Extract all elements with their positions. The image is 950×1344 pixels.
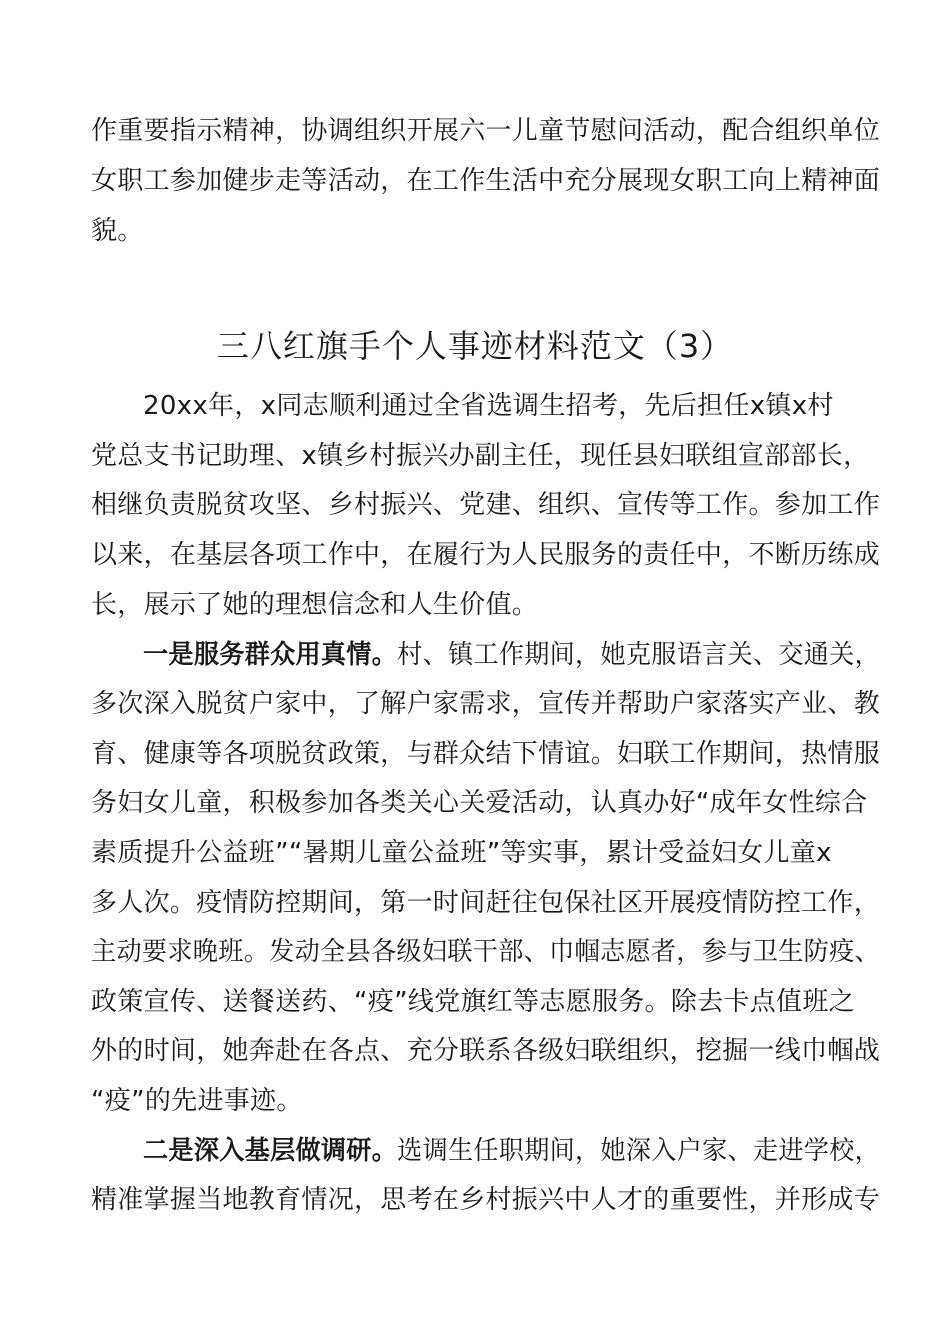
body-text-line: 多次深入脱贫户家中，了解户家需求，宣传并帮助户家落实产业、教 xyxy=(91,689,881,719)
body-text-line: 长，展示了她的理想信念和人生价值。 xyxy=(91,590,539,620)
point-heading: 二是深入基层做调研。 xyxy=(143,1136,398,1166)
paragraph-first-line xyxy=(143,640,880,670)
body-text-line: 作重要指示精神，协调组织开展六一儿童节慰问活动，配合组织单位 xyxy=(91,116,881,146)
body-text-line: 相继负责脱贫攻坚、乡村振兴、党建、组织、宣传等工作。参加工作 xyxy=(91,490,881,520)
section-title: 三八红旗手个人事迹材料范文（3） xyxy=(216,327,734,365)
body-text-line: 以来，在基层各项工作中，在履行为人民服务的责任中，不断历练成 xyxy=(91,540,881,570)
body-text-line: 务妇女儿童，积极参加各类关心关爱活动，认真办好“成年女性综合 xyxy=(91,788,868,818)
body-text-line: 女职工参加健步走等活动，在工作生活中充分展现女职工向上精神面 xyxy=(91,166,881,196)
body-text-line: 貌。 xyxy=(91,216,144,246)
body-text-line: 素质提升公益班”“暑期儿童公益班”等实事，累计受益妇女儿童x xyxy=(91,838,832,868)
paragraph-first-line xyxy=(143,1136,880,1166)
body-text-line: 精准掌握当地教育情况，思考在乡村振兴中人才的重要性，并形成专 xyxy=(91,1185,881,1215)
body-text-line: 党总支书记助理、x镇乡村振兴办副主任，现任县妇联组宣部部长， xyxy=(91,441,870,471)
body-text-line: 多人次。疫情防控期间，第一时间赶往包保社区开展疫情防控工作， xyxy=(91,888,881,918)
point-heading: 一是服务群众用真情。 xyxy=(143,640,398,670)
body-text: 村、镇工作期间，她克服语言关、交通关， xyxy=(397,640,881,670)
body-text-line: “疫”的先进事迹。 xyxy=(91,1086,303,1116)
body-text-line: 政策宣传、送餐送药、“疫”线党旗红等志愿服务。除去卡点值班之 xyxy=(91,987,855,1017)
body-text-line: 20xx年，x同志顺利通过全省选调生招考，先后担任x镇x村 xyxy=(143,391,834,421)
body-text-line: 主动要求晚班。发动全县各级妇联干部、巾帼志愿者，参与卫生防疫、 xyxy=(91,937,880,967)
body-text-line: 外的时间，她奔赴在各点、充分联系各级妇联组织，挖掘一线巾帼战 xyxy=(91,1036,881,1066)
body-text-line: 育、健康等各项脱贫政策，与群众结下情谊。妇联工作期间，热情服 xyxy=(91,739,881,769)
body-text: 选调生任职期间，她深入户家、走进学校， xyxy=(397,1136,881,1166)
